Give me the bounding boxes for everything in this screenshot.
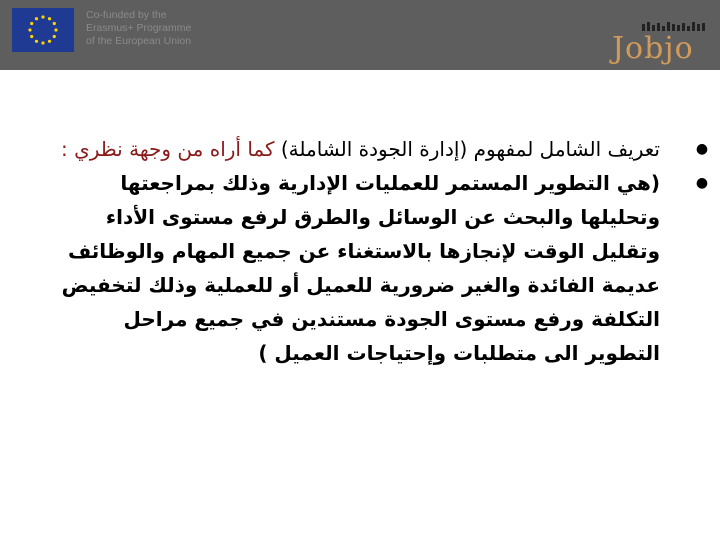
bullet-dot-icon: ●: [695, 175, 709, 191]
bullet-item-body: [60, 166, 709, 370]
definition-body: (هي التطوير المستمر للعمليات الإدارية وذلك بمراجعتها وتحليلها والبحث عن الوسائل والطرق لرفع مستوى الأداء وتقليل الوقت لإنجازها بالاستغناء عن جميع المهام والوظائف عديمة الفائدة والغير ضرورية للعميل أو للعملية وذلك لتخفيض التكلفة ورفع مستوى الجودة مستندين في جميع مراحل التطوير الى متطلبات وإحتياجات العميل ): [61, 171, 660, 365]
bullet-item-definition: [60, 132, 709, 166]
definition-emphasis: كما أراه من وجهة نظري :: [60, 137, 275, 161]
eu-line-2: Erasmus+ Programme: [86, 22, 192, 34]
eu-funding-text: [86, 9, 191, 48]
bullet-dot-icon: ●: [695, 141, 709, 157]
eu-flag-icon: [12, 8, 74, 52]
jobjo-logo: Jobjo: [612, 31, 694, 66]
slide-content: [60, 132, 709, 370]
bullet-list: [60, 132, 709, 370]
eu-line-1: Co-funded by the: [86, 9, 167, 21]
eu-line-3: of the European Union: [86, 35, 192, 47]
definition-intro: تعريف الشامل لمفهوم (إدارة الجودة الشاملة): [274, 137, 660, 161]
header-bar: [0, 0, 720, 70]
